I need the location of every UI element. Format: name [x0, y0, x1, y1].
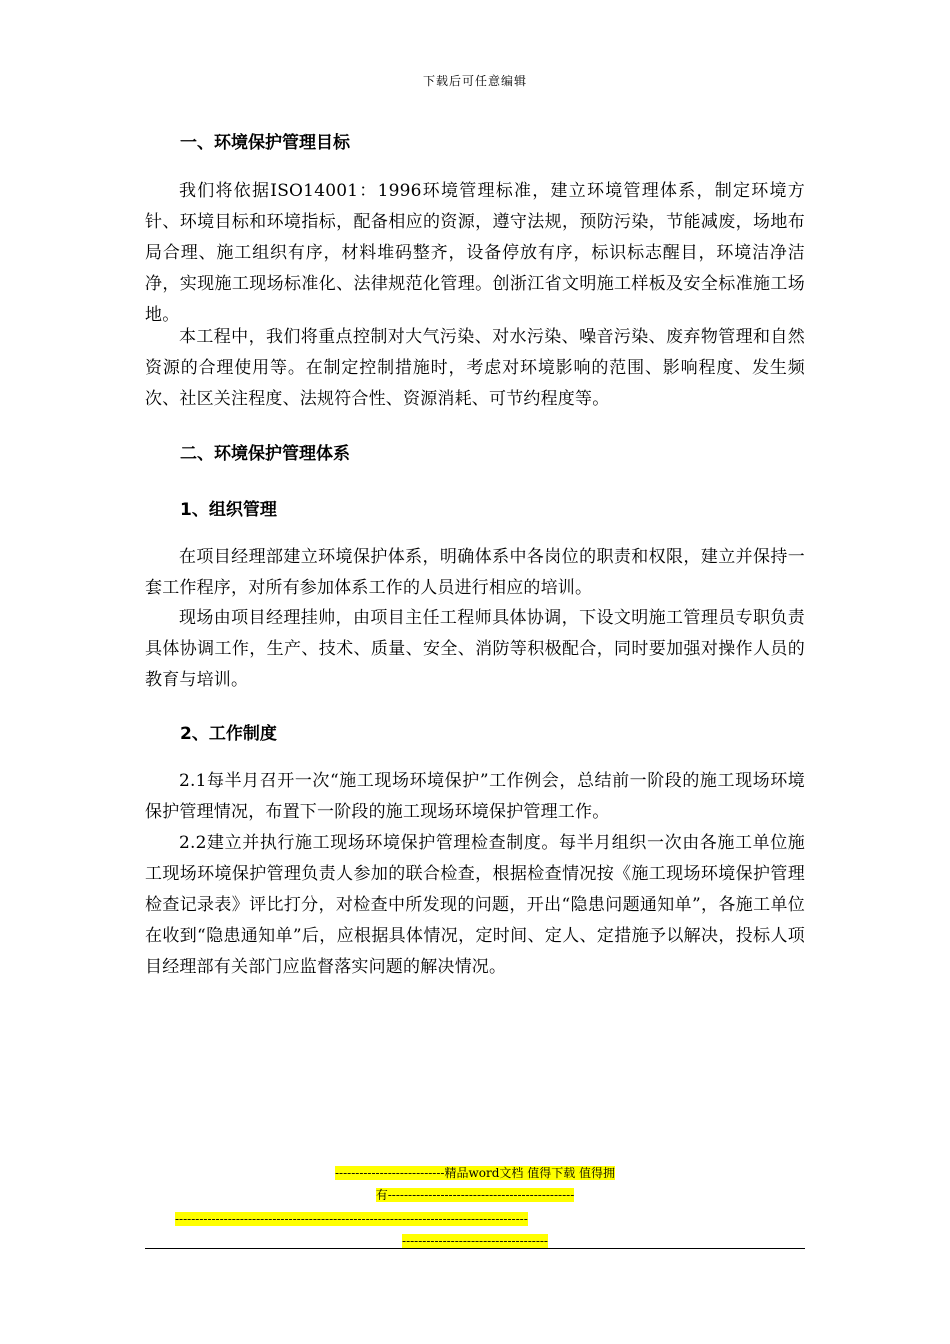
paragraph-1: 我们将依据ISO14001：1996环境管理标准，建立环境管理体系，制定环境方针、环境目标和环境指标，配备相应的资源，遵守法规，预防污染，节能减废，场地布局合理、施工组织有序，材料堆码整齐，设备停放有序，标识标志醒目，环境洁净洁净，实现施工现场标准化、法律规范化管理。创浙江省文明施工样板及安全标准施工场地。 [145, 181, 805, 325]
paragraph-3: 在项目经理部建立环境保护体系，明确体系中各岗位的职责和权限，建立并保持一套工作程序，对所有参加体系工作的人员进行相应的培训。 [145, 547, 805, 598]
paragraph-5: 2.1每半月召开一次“施工现场环境保护”工作例会，总结前一阶段的施工现场环境保护管理情况，布置下一阶段的施工现场环境保护管理工作。 [145, 771, 805, 822]
section-heading-2: 二、环境保护管理体系 [180, 444, 350, 464]
page-header: 下载后可任意编辑 [422, 74, 527, 88]
footer-line-2 [0, 1184, 950, 1207]
subsection-heading-1: 1、组织管理 [180, 500, 277, 520]
footer-text-2: 有---------------------------------------------- [375, 1188, 575, 1202]
footer-line-3 [175, 1208, 805, 1231]
subsection-heading-2: 2、工作制度 [180, 724, 277, 744]
paragraph-4: 现场由项目经理挂帅，由项目主任工程师具体协调，下设文明施工管理员专职负责具体协调工作，生产、技术、质量、安全、消防等积极配合，同时要加强对操作人员的教育与培训。 [145, 608, 805, 690]
footer-line-1 [0, 1162, 950, 1185]
footer-divider [145, 1248, 805, 1249]
footer-text-1: ---------------------------精品word文档 值得下载 值得拥 [334, 1166, 616, 1180]
footer-text-3: --------------------------------------------------------------------------------------- [175, 1212, 528, 1226]
section-heading-1: 一、环境保护管理目标 [180, 133, 350, 153]
footer-text-4: ------------------------------------ [402, 1234, 548, 1248]
paragraph-2: 本工程中，我们将重点控制对大气污染、对水污染、噪音污染、废弃物管理和自然资源的合理使用等。在制定控制措施时，考虑对环境影响的范围、影响程度、发生频次、社区关注程度、法规符合性、资源消耗、可节约程度等。 [145, 327, 805, 409]
footer-line-4 [0, 1230, 950, 1253]
paragraph-6: 2.2建立并执行施工现场环境保护管理检查制度。每半月组织一次由各施工单位施工现场环境保护管理负责人参加的联合检查，根据检查情况按《施工现场环境保护管理检查记录表》评比打分，对检查中所发现的问题，开出“隐患问题通知单”，各施工单位在收到“隐患通知单”后，应根据具体情况，定时间、定人、定措施予以解决，投标人项目经理部有关部门应监督落实问题的解决情况。 [145, 833, 805, 977]
